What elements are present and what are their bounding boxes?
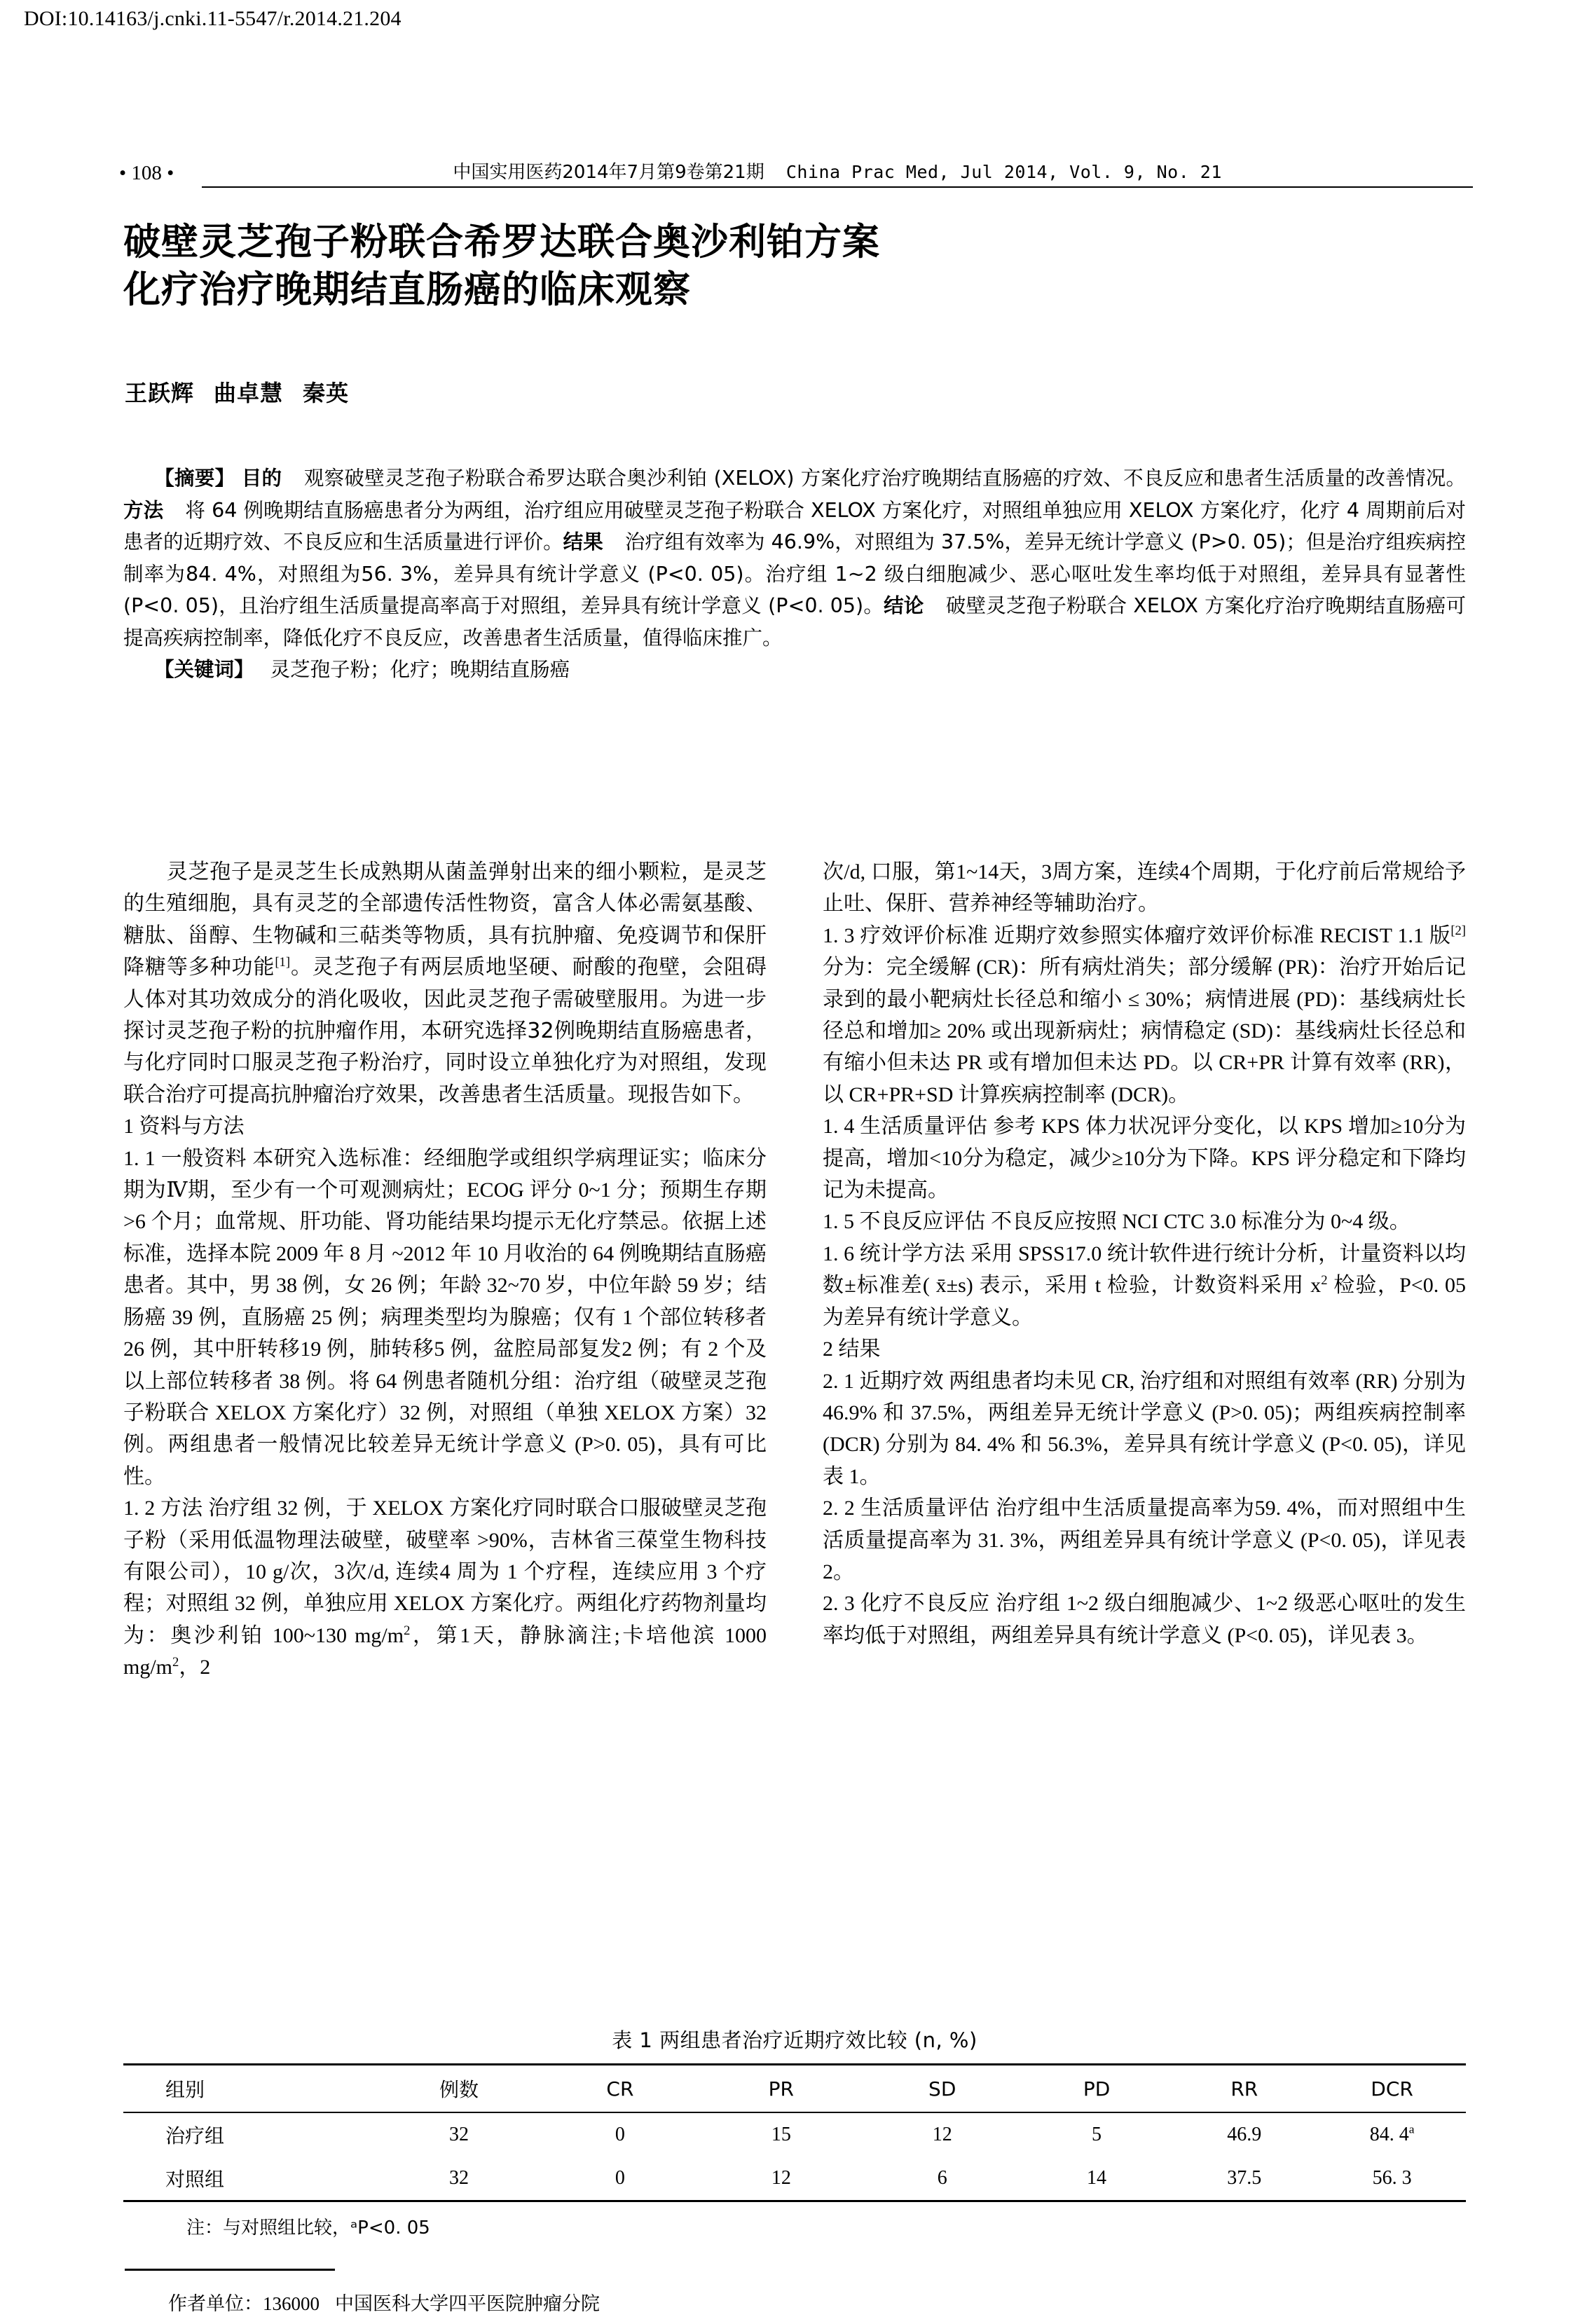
abstract-conclusion-label: 结论 (884, 594, 924, 617)
article-title (123, 219, 1455, 314)
paragraph-section-1-6 (823, 1238, 1466, 1333)
page-folio: • 108 • (119, 162, 174, 184)
abstract-body (123, 462, 1466, 654)
cell-pd-control: 14 (1087, 2167, 1107, 2189)
cell-dcr-treatment (1318, 2112, 1466, 2157)
cell-group-control: 对照组 (165, 2168, 225, 2191)
paragraph-section-2-3: 2. 3 化疗不良反应 治疗组 1~2 级白细胞减少、1~2 级恶心呕吐的发生率均低于对照组，两组差异具有统计学意义 (P<0. 05)，详见表 3。 (823, 1592, 1466, 1647)
sec12-text-part1: 1. 2 方法 治疗组 32 例，于 XELOX 方案化疗同时联合口服破壁灵芝孢子粉（采用低温物理法破壁，破壁率 >90%，吉林省三葆堂生物科技有限公司），10 g/次，3次/d, 连续4 周为 1 个疗程，连续应用 3 个疗程；对照组 32 例，单独应用 XELOX 方案化疗。两组化疗药物剂量均为：奥沙利铂 100~130 mg/m (123, 1497, 767, 1647)
abstract-methods-label: 方法 (123, 498, 164, 522)
cell-pr-treatment: 15 (771, 2124, 791, 2145)
paragraph-section-1-1: 1. 1 一般资料 本研究入选标准：经细胞学或组织学病理证实；临床分期为Ⅳ期，至少有一个可观测病灶；ECOG 评分 0~1 分；预期生存期 >6 个月；血常规、肝功能、肾功能结果均提示无化疗禁忌。依据上述标准，选择本院 2009 年 8 月 ~2012 年 10 月收治的 64 例晚期结直肠癌患者。其中，男 38 例，女 26 例；年龄 32~70 岁，中位年龄 59 岁；结肠癌 39 例，直肠癌 25 例；病理类型均为腺癌；仅有 1 个部位转移者26 例，其中肝转移19 例，肺转移5 例，盆腔局部复发2 例；有 2 个及以上部位转移者 38 例。将 64 例患者随机分组：治疗组（破壁灵芝孢子粉联合 XELOX 方案化疗）32 例，对照组（单独 XELOX 方案）32 例。两组患者一般情况比较差异无统计学意义 (P>0. 05)，具有可比性。 (123, 1146, 767, 1488)
sec12-text-part3: ，2 (179, 1656, 211, 1679)
author-list (125, 376, 349, 408)
col-header-pr: PR (768, 2077, 794, 2100)
cell-group-treatment: 治疗组 (165, 2124, 225, 2147)
keywords-text: 灵芝孢子粉；化疗；晚期结直肠癌 (270, 658, 570, 681)
abstract-label: 【摘要】 (154, 467, 235, 490)
paragraph-section-1-5: 1. 5 不良反应评估 不良反应按照 NCI CTC 3.0 标准分为 0~4 级。 (823, 1210, 1411, 1234)
intro-text-part2: 。灵芝孢子有两层质地坚硬、耐酸的孢壁，会阻碍人体对其功效成分的消化吸收，因此灵芝孢子需破壁服用。为进一步探讨灵芝孢子粉的抗肿瘤作用，本研究选择32例晚期结直肠癌患者，与化疗同时口服灵芝孢子粉治疗，同时设立单独化疗为对照组，发现联合治疗可提高抗肿瘤治疗效果，改善患者生活质量。现报告如下。 (123, 955, 767, 1107)
cell-cr-treatment: 0 (615, 2124, 625, 2145)
journal-name-english: China Prac Med, Jul 2014, Vol. 9, No. 21 (785, 162, 1222, 182)
paragraph-section-1-4: 1. 4 生活质量评估 参考 KPS 体力状况评分变化，以 KPS 增加≥10分为提高，增加<10分为稳定，减少≥10分为下降。KPS 评分稳定和下降均记为未提高。 (823, 1115, 1466, 1202)
paragraph-introduction (123, 856, 767, 1111)
cell-dcr-control: 56. 3 (1372, 2167, 1412, 2189)
table-1-caption: 表 1 两组患者治疗近期疗效比较 (n, %) (612, 2028, 977, 2052)
col-header-group: 组别 (165, 2078, 205, 2101)
table-1-container (123, 2025, 1466, 2239)
column-right (823, 856, 1466, 1651)
sec13-text-part1: 1. 3 疗效评价标准 近期疗效参照实体瘤疗效评价标准 RECIST 1.1 版 (823, 923, 1451, 947)
cell-pr-control: 12 (771, 2167, 791, 2189)
sec16-text-part1: 1. 6 统计学方法 采用 SPSS17.0 统计软件进行统计分析，计量资料以均数±标准差( x̄±s) 表示，采用 t 检验，计数资料采用 x (823, 1242, 1466, 1298)
affiliation-name: 中国医科大学四平医院肿瘤分院 (335, 2293, 600, 2315)
col-header-dcr: DCR (1371, 2077, 1413, 2100)
col-header-pd: PD (1083, 2077, 1111, 2100)
column-left (123, 856, 767, 1684)
cell-rr-treatment: 46.9 (1227, 2124, 1262, 2145)
author-3: 秦英 (303, 380, 350, 406)
journal-reference (202, 158, 1473, 188)
paragraph-section-1-3 (823, 920, 1466, 1111)
col-header-n: 例数 (439, 2078, 479, 2101)
keywords-label: 【关键词】 (154, 658, 254, 681)
author-affiliation (168, 2288, 600, 2316)
abstract-objective-text: 观察破壁灵芝孢子粉联合希罗达联合奥沙利铂 (XELOX) 方案化疗治疗晚期结直肠癌的疗效、不良反应和患者生活质量的改善情况。 (303, 467, 1466, 490)
abstract-section (123, 462, 1466, 686)
abstract-results-label: 结果 (563, 530, 603, 554)
title-line-1: 破壁灵芝孢子粉联合希罗达联合奥沙利铂方案 (123, 221, 880, 263)
col-header-cr: CR (606, 2077, 634, 2100)
table-1-footnote: 注：与对照组比较，ᵃP<0. 05 (186, 2218, 430, 2239)
superscript-squared-1: 2 (404, 1623, 411, 1638)
sec12-text-part2: ，第1天，静脉滴注;卡培他滨 1000 mg/m (123, 1623, 767, 1679)
running-head (119, 156, 1473, 188)
cell-dcr-treatment-value: 84. 4 (1369, 2124, 1409, 2145)
abstract-objective-label: 目的 (241, 467, 282, 490)
reference-marker-1: [1] (275, 955, 291, 970)
col-header-rr: RR (1230, 2077, 1258, 2100)
table-header-row (123, 2065, 1466, 2113)
table-row (123, 2157, 1466, 2201)
superscript-squared-2: 2 (172, 1655, 179, 1670)
abstract-results-text: 治疗组有效率为 46.9%，对照组为 37.5%，差异无统计学意义 (P>0. 05)；但是治疗组疾病控制率为84. 4%，对照组为56. 3%，差异具有统计学意义 (P<0. 05)。治疗组 1~2 级白细胞减少、恶心呕吐发生率均低于对照组，差异具有显著性 (P<0. 05)，且治疗组生活质量提高率高于对照组，差异具有统计学意义 (P<0. 05)。 (123, 530, 1466, 617)
heading-section-1: 1 资料与方法 (123, 1115, 245, 1139)
paragraph-section-2-1: 2. 1 近期疗效 两组患者均未见 CR, 治疗组和对照组有效率 (RR) 分别为 46.9% 和 37.5%，两组差异无统计学意义 (P>0. 05)；两组疾病控制率 (DCR) 分别为 84. 4% 和 56.3%，差异具有统计学意义 (P<0. 05)，详见表 1。 (823, 1369, 1466, 1488)
paragraph-section-1-2 (123, 1492, 767, 1683)
col-header-sd: SD (928, 2077, 956, 2100)
footnote-divider (125, 2269, 335, 2271)
heading-section-2: 2 结果 (823, 1338, 881, 1361)
paragraph-continuation: 次/d, 口服，第1~14天，3周方案，连续4个周期，于化疗前后常规给予止吐、保肝、营养神经等辅助治疗。 (823, 860, 1466, 916)
author-1: 王跃辉 (125, 380, 195, 406)
title-line-2: 化疗治疗晚期结直肠癌的临床观察 (123, 268, 691, 311)
cell-cr-control: 0 (615, 2167, 625, 2189)
reference-marker-2: [2] (1450, 923, 1466, 938)
table-1-head (123, 2065, 1466, 2113)
cell-rr-control: 37.5 (1227, 2167, 1262, 2189)
doi-line: DOI:10.14163/j.cnki.11-5547/r.2014.21.204 (24, 7, 402, 30)
body-columns (123, 856, 1466, 2019)
paragraph-section-2-2: 2. 2 生活质量评估 治疗组中生活质量提高率为59. 4%，而对照组中生活质量提高率为 31. 3%，两组差异具有统计学意义 (P<0. 05)，详见表 2。 (823, 1497, 1466, 1583)
sec13-text-part2: 分为：完全缓解 (CR)：所有病灶消失；部分缓解 (PR)：治疗开始后记录到的最小靶病灶长径总和缩小 ≤ 30%；病情进展 (PD)：基线病灶长径总和增加≥ 20% 或出现新病灶；病情稳定 (SD)：基线病灶长径总和有缩小但未达 PR 或有增加但未达 PD。以 CR+PR 计算有效率 (RR)，以 CR+PR+SD 计算疾病控制率 (DCR)。 (823, 956, 1466, 1106)
intro-text-part1: 灵芝孢子是灵芝生长成熟期从菌盖弹射出来的细小颗粒，是灵芝的生殖细胞，具有灵芝的全部遗传活性物资，富含人体必需氨基酸、糖肽、甾醇、生物碱和三萜类等物质，具有抗肿瘤、免疫调节和保肝降糖等多种功能 (123, 860, 767, 980)
table-1 (123, 2063, 1466, 2202)
table-1-body (123, 2112, 1466, 2201)
abstract-methods-text: 将 64 例晚期结直肠癌患者分为两组，治疗组应用破壁灵芝孢子粉联合 XELOX 方案化疗，对照组单独应用 XELOX 方案化疗，化疗 4 周期前后对患者的近期疗效、不良反应和生活质量进行评价。 (123, 498, 1466, 554)
footnote-marker-a: a (1408, 2122, 1415, 2136)
cell-n-control: 32 (449, 2167, 469, 2189)
table-row (123, 2112, 1466, 2157)
cell-n-treatment: 32 (449, 2124, 469, 2145)
sec16-text-part2: 检验，P<0. 05 为差异有统计学意义。 (823, 1274, 1466, 1329)
superscript-chi-squared: 2 (1321, 1273, 1328, 1288)
affiliation-label: 作者单位： (168, 2293, 263, 2315)
cell-sd-treatment: 12 (932, 2124, 952, 2145)
cell-sd-control: 6 (937, 2167, 947, 2189)
journal-name-chinese: 中国实用医药2014年7月第9卷第21期 (453, 162, 764, 183)
affiliation-postcode: 136000 (263, 2293, 320, 2314)
keywords-line (123, 654, 1466, 686)
abstract-conclusion-text: 破壁灵芝孢子粉联合 XELOX 方案化疗治疗晚期结直肠癌可提高疾病控制率，降低化疗不良反应，改善患者生活质量，值得临床推广。 (123, 594, 1466, 649)
cell-pd-treatment: 5 (1092, 2124, 1102, 2145)
author-2: 曲卓慧 (214, 380, 284, 406)
